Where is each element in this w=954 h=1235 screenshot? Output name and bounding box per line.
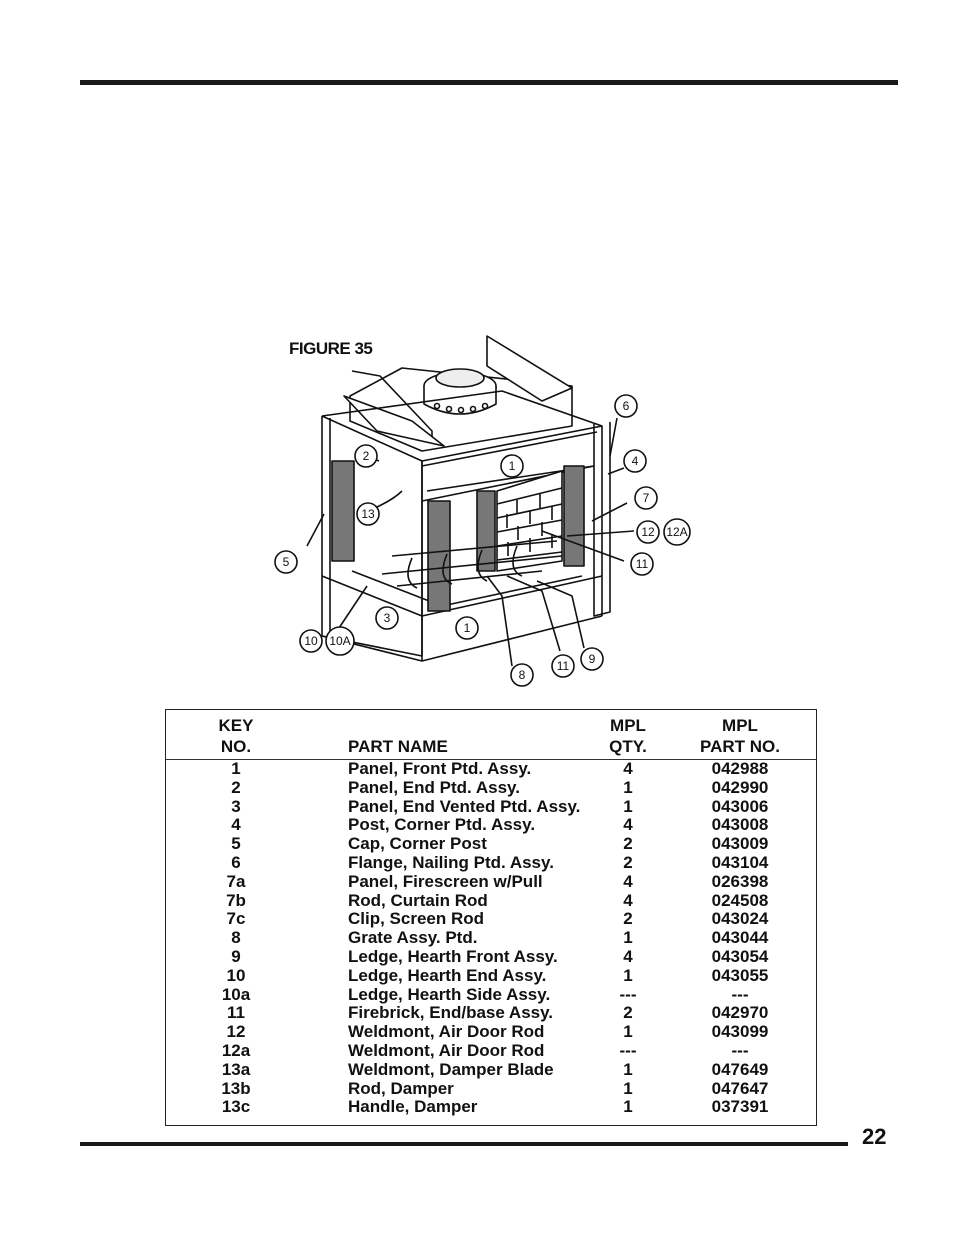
header-qty-line2: QTY. [609, 737, 647, 756]
table-row [166, 967, 816, 986]
row-part-name: Ledge, Hearth End Assy. [348, 965, 547, 985]
table-row [166, 854, 816, 873]
row-part-no: 043099 [711, 1022, 769, 1042]
callout-11-right: 11 [635, 557, 649, 571]
row-qty: 1 [623, 777, 633, 797]
page-number: 22 [862, 1124, 887, 1149]
row-part-no: 043009 [711, 834, 769, 854]
row-key: 2 [231, 777, 241, 797]
row-qty: --- [619, 984, 637, 1004]
row-qty: 1 [623, 796, 633, 816]
callout-4: 4 [631, 454, 639, 468]
callout-3: 3 [383, 611, 391, 625]
table-row [166, 873, 816, 892]
callout-10: 10 [304, 634, 318, 648]
row-qty: 1 [623, 965, 633, 985]
callout-1-top: 1 [508, 459, 516, 473]
row-key: 7c [226, 909, 246, 929]
row-part-no: 043044 [711, 928, 769, 948]
table-row [166, 892, 816, 911]
header-qty [598, 715, 658, 757]
row-qty: 1 [623, 1022, 633, 1042]
table-row [166, 1080, 816, 1099]
table-row [166, 835, 816, 854]
header-part-line2: PART NO. [700, 737, 780, 756]
table-row [166, 1042, 816, 1061]
callout-7: 7 [642, 491, 650, 505]
row-part-name: Panel, Firescreen w/Pull [348, 871, 543, 891]
table-row [166, 1004, 816, 1023]
callout-12a: 12A [666, 525, 688, 539]
callout-10a: 10A [329, 634, 351, 648]
bottom-rule [80, 1142, 848, 1146]
row-qty: --- [619, 1040, 637, 1060]
row-part-no: 024508 [711, 890, 769, 910]
row-key: 13c [221, 1097, 251, 1117]
header-key [196, 715, 276, 757]
row-key: 7a [226, 871, 246, 891]
figure-title: FIGURE 35 [289, 339, 373, 358]
fireplace-diagram [272, 326, 697, 696]
row-part-name: Panel, End Ptd. Assy. [348, 777, 520, 797]
row-part-no: 026398 [711, 871, 769, 891]
table-row [166, 1061, 816, 1080]
header-part-line1: MPL [722, 716, 758, 735]
parts-table [165, 709, 817, 1126]
table-row [166, 798, 816, 817]
row-part-no: 047647 [711, 1078, 769, 1098]
table-row [166, 816, 816, 835]
row-key: 6 [231, 852, 241, 872]
row-part-no: 042970 [711, 1003, 769, 1023]
callout-12: 12 [641, 525, 655, 539]
row-qty: 2 [623, 909, 633, 929]
table-row [166, 929, 816, 948]
table-row [166, 779, 816, 798]
row-part-no: 037391 [711, 1097, 769, 1117]
table-body [166, 760, 816, 1117]
row-part-name: Post, Corner Ptd. Assy. [348, 815, 536, 835]
header-part-name: PART NAME [348, 737, 448, 756]
row-qty: 4 [623, 871, 633, 891]
row-part-name: Panel, End Vented Ptd. Assy. [348, 796, 581, 816]
row-qty: 2 [623, 852, 633, 872]
row-part-no: --- [731, 984, 749, 1004]
header-part-no [685, 715, 795, 757]
callout-8: 8 [518, 668, 526, 682]
row-key: 3 [231, 796, 241, 816]
row-key: 8 [231, 928, 241, 948]
row-part-name: Rod, Curtain Rod [348, 890, 488, 910]
row-part-name: Ledge, Hearth Front Assy. [348, 946, 558, 966]
row-key: 13a [221, 1059, 251, 1079]
row-part-name: Grate Assy. Ptd. [348, 928, 478, 948]
row-part-name: Handle, Damper [348, 1097, 478, 1117]
row-part-no: 042990 [711, 777, 769, 797]
row-part-no: 043024 [711, 909, 769, 929]
row-key: 10a [221, 984, 251, 1004]
callout-13: 13 [361, 507, 375, 521]
row-qty: 4 [623, 946, 633, 966]
row-key: 12 [226, 1022, 246, 1042]
row-part-name: Clip, Screen Rod [348, 909, 485, 929]
top-rule [80, 80, 898, 85]
row-qty: 2 [623, 834, 633, 854]
row-part-name: Panel, Front Ptd. Assy. [348, 759, 532, 778]
callout-9: 9 [588, 652, 596, 666]
row-part-name: Ledge, Hearth Side Assy. [348, 984, 551, 1004]
callout-11-bottom: 11 [556, 659, 570, 673]
row-key: 11 [227, 1003, 245, 1023]
row-part-no: 043104 [711, 852, 769, 872]
row-part-name: Rod, Damper [348, 1078, 454, 1098]
row-key: 13b [221, 1078, 251, 1098]
row-qty: 2 [623, 1003, 633, 1023]
row-qty: 1 [623, 1059, 633, 1079]
header-qty-line1: MPL [610, 716, 646, 735]
callout-2: 2 [362, 449, 370, 463]
row-key: 1 [231, 759, 241, 778]
table-row [166, 910, 816, 929]
row-qty: 1 [623, 1078, 633, 1098]
header-key-line1: KEY [218, 716, 254, 735]
table-row [166, 760, 816, 779]
row-part-no: 042988 [711, 759, 769, 778]
row-key: 9 [231, 946, 241, 966]
row-qty: 4 [623, 759, 633, 778]
row-qty: 1 [623, 1097, 633, 1117]
table-row [166, 948, 816, 967]
row-part-no: 043006 [711, 796, 769, 816]
row-key: 4 [231, 815, 241, 835]
row-key: 7b [226, 890, 246, 910]
header-key-line2: NO. [220, 737, 252, 756]
row-part-no: 047649 [711, 1059, 769, 1079]
row-part-name: Flange, Nailing Ptd. Assy. [348, 852, 554, 872]
callout-1-bottom: 1 [463, 621, 471, 635]
row-part-name: Firebrick, End/base Assy. [348, 1003, 554, 1023]
row-part-no: --- [731, 1040, 749, 1060]
row-part-name: Weldmont, Air Door Rod [348, 1022, 545, 1042]
row-key: 5 [231, 834, 241, 854]
row-qty: 4 [623, 815, 633, 835]
callout-6: 6 [622, 399, 630, 413]
row-part-no: 043055 [711, 965, 769, 985]
row-key: 12a [221, 1040, 251, 1060]
row-qty: 4 [623, 890, 633, 910]
row-part-name: Cap, Corner Post [348, 834, 487, 854]
row-part-no: 043008 [711, 815, 769, 835]
row-part-name: Weldmont, Air Door Rod [348, 1040, 545, 1060]
callout-5: 5 [282, 555, 290, 569]
row-qty: 1 [623, 928, 633, 948]
row-key: 10 [226, 965, 246, 985]
table-row [166, 986, 816, 1005]
table-header [166, 710, 816, 760]
row-part-name: Weldmont, Damper Blade [348, 1059, 554, 1079]
row-part-no: 043054 [711, 946, 769, 966]
table-row [166, 1023, 816, 1042]
table-row [166, 1098, 816, 1117]
